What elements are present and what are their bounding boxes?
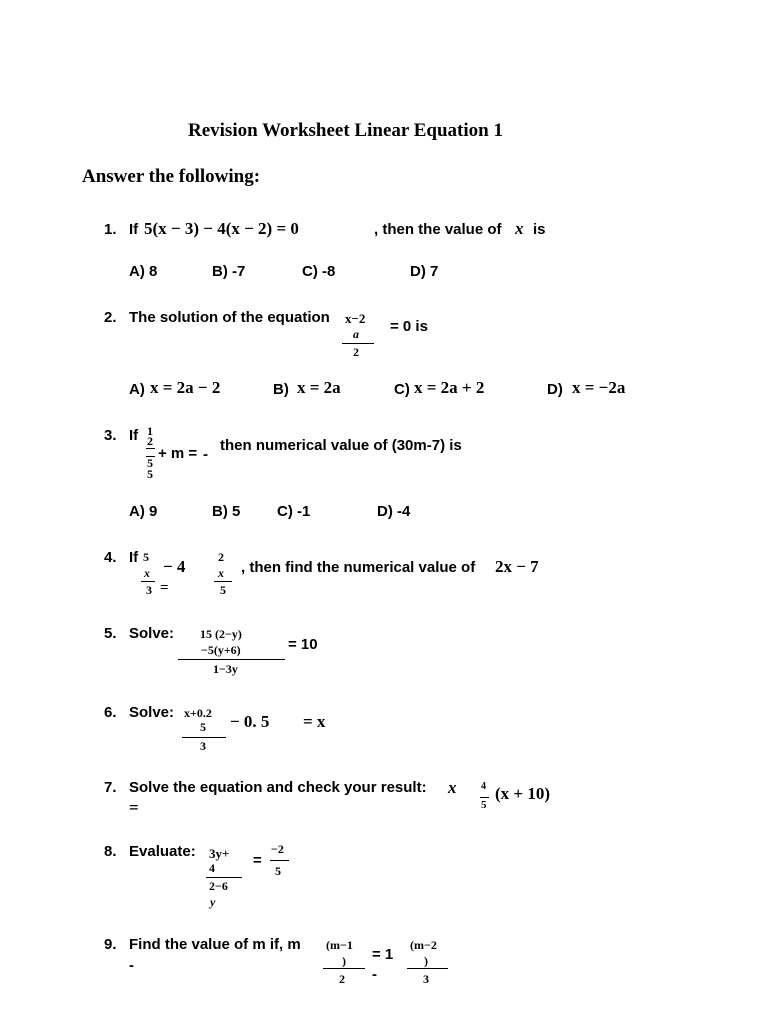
q9-frac2-den: 3 [423, 972, 429, 986]
q1-mid-text: , then the value of [374, 221, 502, 238]
q2-option-d-expr: x = −2a [572, 378, 626, 397]
q3-number: 3. [104, 427, 117, 444]
q1-option-a: A) 8 [129, 263, 158, 280]
q6-minus-term: − 0. 5 [230, 712, 270, 731]
q2-option-c-expr: x = 2a + 2 [414, 378, 485, 397]
q4-frac1-bottom: 3 [146, 583, 152, 597]
q8-label: Evaluate: [129, 843, 196, 860]
q8-numerator-2: 4 [209, 861, 215, 875]
section-heading: Answer the following: [82, 166, 261, 187]
q3-frac-top: 1 [147, 424, 153, 438]
q7-text: Solve the equation and check your result: [129, 779, 427, 796]
q1-prefix: If [129, 221, 139, 238]
q4-frac1-mid: x [144, 566, 150, 580]
q4-frac2-bar [214, 581, 232, 582]
q5-numerator-2: −5(y+6) [201, 643, 241, 657]
q7-variable: x [448, 778, 457, 797]
q4-frac2-bottom: 5 [220, 583, 226, 597]
q4-prefix: If [129, 549, 139, 566]
q3-frac-mid: 2 [147, 434, 153, 448]
q1-option-c: C) -8 [302, 263, 336, 280]
q4-equals: = [160, 580, 169, 596]
q6-numerator: x+0.2 [184, 706, 212, 720]
q8-rhs-bottom: 5 [275, 864, 281, 878]
q5-number: 5. [104, 625, 117, 642]
q8-denominator-1: 2−6 [209, 879, 228, 893]
q6-fraction-bar [182, 737, 226, 738]
page-title: Revision Worksheet Linear Equation 1 [188, 120, 503, 141]
q8-denominator-2: y [210, 895, 216, 909]
q4-minus-four: − 4 [163, 557, 186, 576]
q2-text: The solution of the equation [129, 309, 330, 326]
q4-frac1-top: 5 [143, 550, 149, 564]
q3-option-d: D) -4 [377, 503, 411, 520]
q8-rhs-top: −2 [271, 842, 284, 856]
q6-label: Solve: [129, 704, 175, 721]
q1-number: 1. [104, 221, 117, 238]
q2-option-c-label: C) [394, 381, 410, 398]
q9-frac2-top-1: (m−2 [410, 938, 437, 952]
q3-dash: - [203, 446, 208, 463]
q2-option-a-label: A) [129, 381, 145, 398]
q1-option-b: B) -7 [212, 263, 246, 280]
q2-fraction-num-bottom: a [353, 327, 359, 341]
q3-frac-den-2: 5 [147, 467, 153, 481]
q3-frac-den-1: 5 [147, 456, 153, 470]
q9-frac1-den: 2 [339, 972, 345, 986]
q4-frac1-bar [141, 581, 155, 582]
q3-option-c: C) -1 [277, 503, 311, 520]
q3-option-a: A) 9 [129, 503, 158, 520]
q5-fraction-bar [178, 659, 285, 660]
q3-text: then numerical value of (30m-7) is [220, 437, 462, 454]
q3-option-b: B) 5 [212, 503, 241, 520]
q5-numerator-1: 15 (2−y) [200, 627, 242, 641]
q9-equals-one: = 1 [372, 946, 394, 963]
q7-frac-bottom: 5 [481, 799, 487, 811]
q3-plus-m: + m = [158, 445, 198, 462]
q6-number: 6. [104, 704, 117, 721]
q2-option-b-label: B) [273, 381, 289, 398]
q2-fraction-num-top: x−2 [345, 311, 366, 326]
q8-fraction-bar [206, 877, 242, 878]
q2-fraction-bar [342, 343, 374, 344]
q2-option-d-label: D) [547, 381, 563, 398]
q9-dash-2: - [372, 966, 377, 983]
q4-number: 4. [104, 549, 117, 566]
q2-number: 2. [104, 309, 117, 326]
q1-suffix: is [533, 221, 546, 238]
q9-dash-1: - [129, 957, 134, 974]
q6-denominator: 3 [200, 739, 206, 753]
q4-frac2-top: 2 [218, 550, 224, 564]
q8-rhs-bar [270, 860, 289, 861]
q4-frac2-mid: x [218, 566, 224, 580]
q8-numerator-1: 3y+ [209, 846, 230, 861]
q7-equals: = [129, 798, 139, 817]
q6-rhs: = x [303, 712, 326, 731]
q5-rhs: = 10 [288, 636, 318, 653]
q9-frac1-bar [323, 968, 365, 969]
q5-denominator: 1−3y [213, 662, 238, 676]
q9-frac2-top-2: ) [424, 954, 428, 968]
q3-frac-bar-1 [146, 448, 155, 449]
q2-rhs: = 0 is [390, 318, 428, 335]
q2-option-b-expr: x = 2a [297, 378, 341, 397]
q7-number: 7. [104, 779, 117, 796]
q9-number: 9. [104, 936, 117, 953]
q7-frac-top: 4 [481, 781, 486, 792]
q9-frac2-bar [407, 968, 448, 969]
q6-numerator-den: 5 [200, 720, 206, 734]
q1-variable: x [515, 219, 524, 238]
q5-label: Solve: [129, 625, 175, 642]
q9-text: Find the value of m if, m [129, 936, 301, 953]
q9-frac1-top-1: (m−1 [326, 938, 353, 952]
q7-expression: (x + 10) [495, 784, 551, 803]
q2-fraction-den: 2 [353, 345, 359, 359]
q4-text: , then find the numerical value of [241, 559, 476, 576]
q3-prefix: If [129, 427, 139, 444]
q8-number: 8. [104, 843, 117, 860]
q2-option-a-expr: x = 2a − 2 [150, 378, 221, 397]
q1-option-d: D) 7 [410, 263, 439, 280]
q8-equals: = [253, 852, 262, 869]
q1-equation: 5(x − 3) − 4(x − 2) = 0 [144, 219, 299, 238]
q4-expression: 2x − 7 [495, 557, 539, 576]
q7-frac-bar [480, 797, 489, 798]
q9-frac1-top-2: ) [342, 954, 346, 968]
